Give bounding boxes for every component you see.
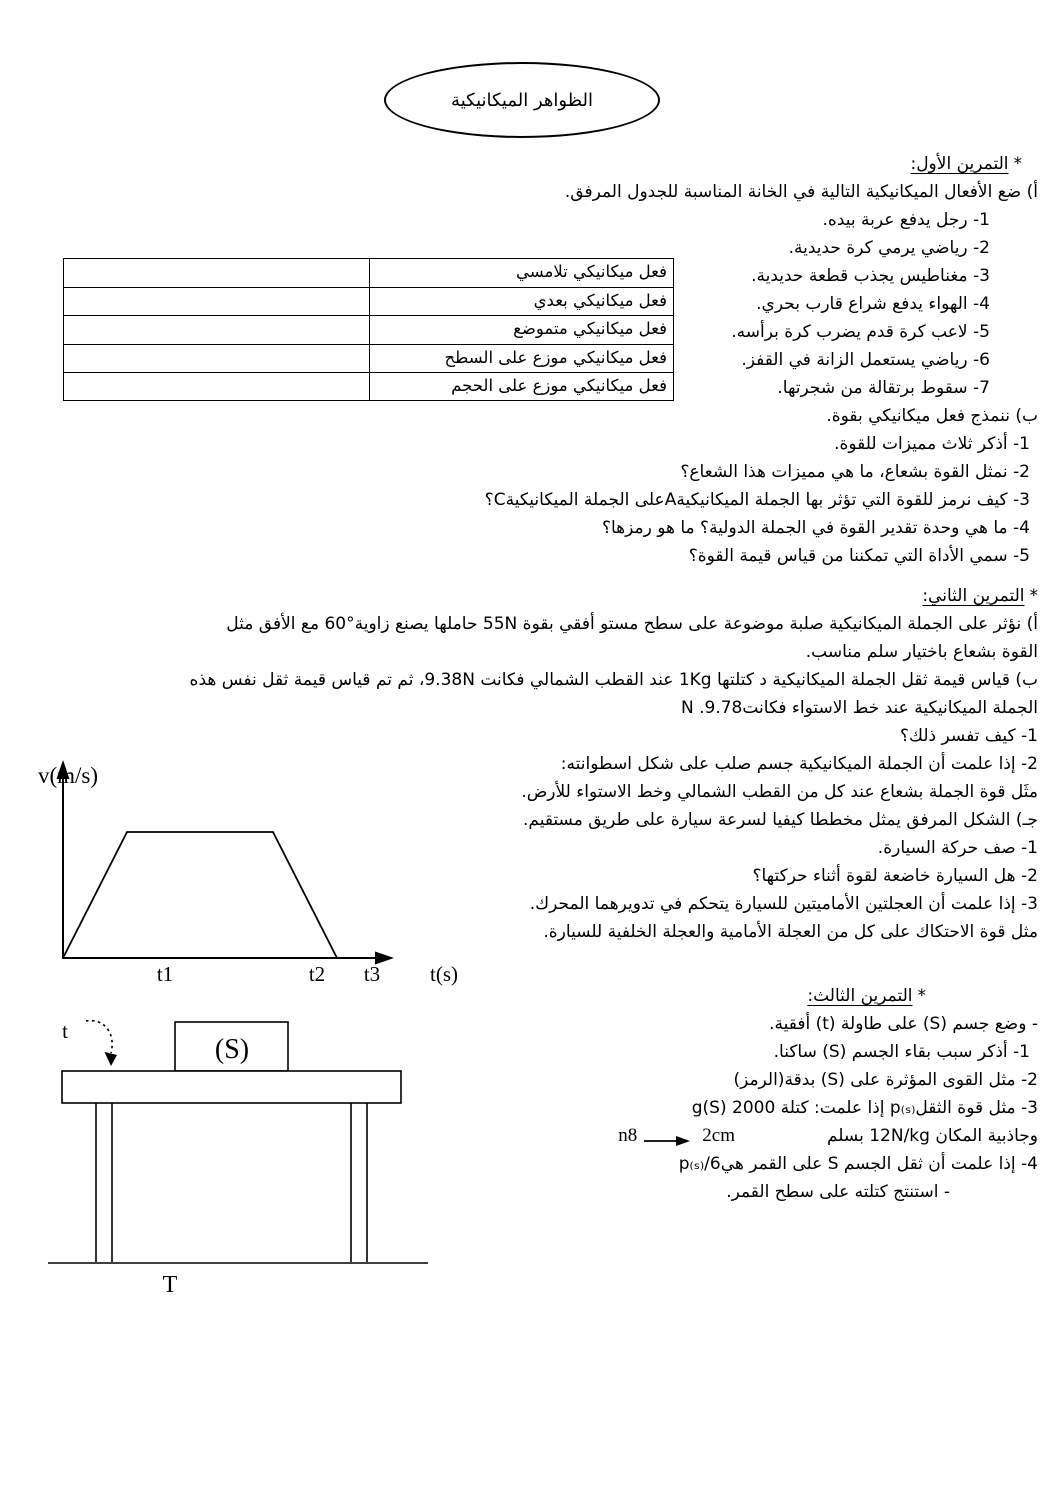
exercise1-part-b-item: 1- أذكر ثلاث مميزات للقوة.: [834, 434, 1030, 454]
exercise1-part-b: ب) ننمذج فعل ميكانيكي بقوة.: [826, 406, 1038, 426]
exercise2-line: مثَل قوة الجملة بشعاع عند كل من القطب الشمالي وخط الاستواء للأرض.: [521, 782, 1038, 802]
exercise3-line: 1- أذكر سبب بقاء الجسم (S) ساكنا.: [773, 1042, 1030, 1062]
exercise3-line: 4- إذا علمت أن ثقل الجسم S على القمر هيp₍ₛ₎/6: [678, 1154, 1038, 1174]
y-axis-label: v(m/s): [37, 763, 98, 788]
exercise2-line: أ) نؤثر على الجملة الميكانيكية صلبة موضوعة على سطح مستو أفقي بقوة 55N حاملها يصنع زاوية°60 مع الأفق مثل: [226, 614, 1038, 634]
exercise1-part-b-item: 3- كيف نرمز للقوة التي تؤثر بها الجملة الميكانيكيةAعلى الجملة الميكانيكيةC؟: [484, 490, 1030, 510]
exercise2-line: 2- هل السيارة خاضعة لقوة أثناء حركتها؟: [752, 866, 1038, 886]
answer-cell: [64, 259, 370, 287]
exercise1-part-b-item: 4- ما هي وحدة تقدير القوة في الجملة الدولية؟ ما هو رمزها؟: [601, 518, 1030, 538]
exercise2-line: 3- إذا علمت أن العجلتين الأماميتين للسيارة يتحكم في تدويرهما المحرك.: [529, 894, 1038, 914]
table-row: [64, 344, 673, 372]
table-row: [64, 259, 673, 287]
exercise3-heading: *التمرين الثالث:: [807, 986, 926, 1006]
table-figure: [40, 1005, 440, 1305]
table-row: [64, 315, 673, 343]
exercise2-line: جـ) الشكل المرفق يمثل مخططا كيفيا لسرعة سيارة على طريق مستقيم.: [522, 810, 1038, 830]
pointer-arrow-icon: [105, 1052, 118, 1066]
exercise1-item: 7- سقوط برتقالة من شجرتها.: [777, 378, 990, 398]
exercise1-part-b-item: 2- نمثل القوة بشعاع، ما هي مميزات هذا الشعاع؟: [680, 462, 1030, 482]
row-label: فعل ميكانيكي تلامسي: [516, 262, 667, 281]
exercise2-line: القوة بشعاع باختيار سلم مناسب.: [805, 642, 1038, 662]
row-label: فعل ميكانيكي موزع على الحجم: [451, 375, 667, 395]
exercise3-line: 3- مثل قوة الثقلp₍ₛ₎ إذا علمت: كتلة 2000 g(S): [691, 1098, 1038, 1118]
classification-table: [63, 258, 674, 401]
heading-bullet: *: [1029, 586, 1038, 606]
exercise2-line: 1- صف حركة السيارة.: [877, 838, 1038, 858]
scale-text: وجاذبية المكان 12N/kg بسلم: [826, 1126, 1038, 1146]
exercise1-item: 2- رياضي يرمي كرة حديدية.: [788, 238, 990, 258]
page-title: الظواهر الميكانيكية: [451, 89, 593, 111]
scale-cluster: [618, 1122, 735, 1150]
speed-curve: [63, 832, 337, 958]
exercise3-line: - وضع جسم (S) على طاولة (t) أفقية.: [769, 1014, 1038, 1034]
table-row: [64, 287, 673, 315]
exercise3-line: - استنتج كتلته على سطح القمر.: [726, 1182, 950, 1202]
pointer-arrow-curve: [86, 1021, 112, 1053]
exercise1-heading: *التمرين الأول:: [910, 154, 1022, 174]
x-axis-label: t(s): [430, 962, 458, 986]
x-tick-t3: t3: [363, 962, 381, 986]
ground-label-T: T: [162, 1272, 178, 1298]
heading-bullet: *: [917, 986, 926, 1006]
exercise1-item: 5- لاعب كرة قدم يضرب كرة برأسه.: [731, 322, 990, 342]
row-label: فعل ميكانيكي موزع على السطح: [444, 347, 667, 367]
exercise3-line: 2- مثل القوى المؤثرة على (S) بدقة(الرمز): [733, 1070, 1038, 1090]
exercise1-item: 6- رياضي يستعمل الزانة في القفز.: [741, 350, 990, 370]
exercise2-line: الجملة الميكانيكية عند خط الاستواء فكانت9.78. N: [680, 698, 1038, 718]
right-arrow-icon: [644, 1134, 690, 1147]
velocity-graph-figure: [20, 750, 475, 1000]
table-label-t: t: [62, 1019, 68, 1043]
body-S-label: (S): [214, 1034, 250, 1065]
exercise2-line: 1- كيف تفسر ذلك؟: [900, 726, 1038, 746]
exercise2-line: 2- إذا علمت أن الجملة الميكانيكية جسم صلب على شكل اسطوانته:: [560, 754, 1038, 774]
answer-cell: [64, 373, 370, 400]
answer-cell: [64, 288, 370, 315]
scale-length-value: 2cm: [702, 1125, 735, 1146]
row-label: فعل ميكانيكي بعدي: [533, 291, 667, 311]
exercise1-item: 3- مغناطيس يجذب قطعة حديدية.: [751, 266, 990, 286]
heading-bullet: *: [1013, 154, 1022, 174]
title-ellipse: [384, 62, 660, 138]
table-row: [64, 372, 673, 400]
exercise2-line: مثل قوة الاحتكاك على كل من العجلة الأمامية والعجلة الخلفية للسيارة.: [543, 922, 1038, 942]
scale-force-value: n8: [618, 1125, 638, 1146]
x-tick-t1: t1: [156, 962, 174, 986]
tabletop: [62, 1071, 401, 1103]
exercise1-part-b-item: 5- سمي الأداة التي تمكننا من قياس قيمة القوة؟: [688, 546, 1030, 566]
exercise1-item: 1- رجل يدفع عربة بيده.: [822, 210, 990, 230]
exercise2-heading: *التمرين الثاني:: [922, 586, 1038, 606]
row-label: فعل ميكانيكي متموضع: [513, 319, 667, 339]
answer-cell: [64, 345, 370, 372]
exercise2-line: ب) قياس قيمة ثقل الجملة الميكانيكية د كتلتها 1Kg عند القطب الشمالي فكانت 9.38N، ثم تم قياس قيمة ثقل نفس هذه: [189, 670, 1038, 690]
exercise1-intro: أ) ضع الأفعال الميكانيكية التالية في الخانة المناسبة للجدول المرفق.: [564, 182, 1038, 202]
answer-cell: [64, 316, 370, 343]
exercise1-item: 4- الهواء يدفع شراع قارب بحري.: [756, 294, 990, 314]
x-tick-t2: t2: [308, 962, 326, 986]
